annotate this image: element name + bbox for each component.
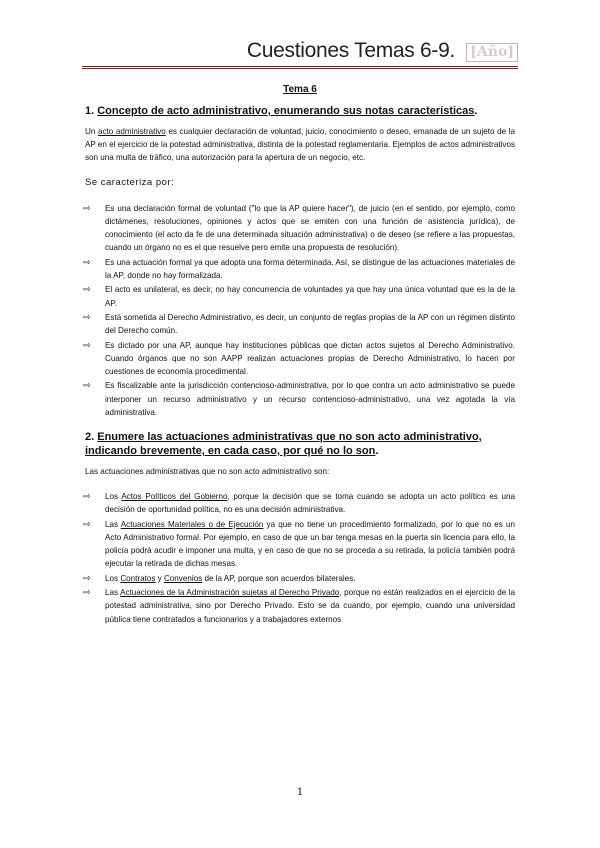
list-item-text: El acto es unilateral, es decir, no hay concurrencia de voluntades ya que hay una única voluntad que es la de la AP. [105,285,515,308]
characteristics-list [85,202,515,419]
list-item [83,256,515,282]
list-item-text: Es una actuación formal ya que adopta una forma determinada. Así, se distingue de las actuaciones materiales de la AP, donde no hay formalizada. [105,257,515,281]
header-title: Cuestiones Temas 6-9. [246,39,455,62]
page-number: 1 [296,787,304,798]
arrow-bullet-icon: ⇨ [83,339,91,350]
definition-term: acto administrativo [97,127,166,136]
list-item-term: Actos Políticos del Gobierno [121,492,228,502]
arrow-bullet-icon: ⇨ [83,256,91,267]
arrow-bullet-icon: ⇨ [83,518,91,529]
question-2-suffix: . [375,445,379,457]
list-item [83,490,515,516]
definition-paragraph [85,125,515,165]
list-item-text: , porque no están realizados en el ejercicio de la potestad administrativa, sino por Derecho Privado. Esto se da cuando, por ejemplo, cuando una universidad pública tiene contratados a funcionarios y a trabajadores externos [105,588,515,624]
list-item-joiner: y [155,573,164,583]
list-item-text: Está sometida al Derecho Administrativo, es decir, un conjunto de reglas propias de la AP con un régimen distinto del Derecho común. [105,313,515,336]
list-item-text: de la AP, porque son acuerdos bilaterales. [202,573,356,583]
list-item-term: Convenios [163,573,203,583]
arrow-bullet-icon: ⇨ [83,284,91,295]
list-item [83,572,515,585]
tema-heading: Tema 6 [283,84,317,95]
question-2-intro: Las actuaciones administrativas que no son acto administrativo son: [85,467,330,476]
definition-text: es cualquier declaración de voluntad, juicio, conocimiento o deseo, emanada de un sujeto de la AP en el ejercicio de la potestad administrativa, distinta de la potestad reglamentaria. Ejemplos de actos administrativos son una multa de tráfico, una autorización para la apertura de un negocio, etc. [85,127,515,163]
question-2-title: Enumere las actuaciones administrativas que no son acto administrativo, indicando brevemente, en cada caso, por qué no lo son [85,431,482,457]
list-item-text: Es dictado por una AP, aunque hay instituciones públicas que dictan actos sujetos al Derecho Administrativo. Cuando órganos que no son AAPP realizan actuaciones propias de Derecho Administrativo, lo hacen por cuestiones de economía procedimental. [105,340,515,376]
arrow-bullet-icon: ⇨ [83,491,91,502]
list-item-term: Actuaciones Materiales o de Ejecución [120,519,264,529]
list-item-term: Contratos [120,573,156,583]
list-item-prefix: Los [105,573,121,583]
definition-prefix: Un [85,127,98,136]
arrow-bullet-icon: ⇨ [83,202,91,213]
question-1-number: 1. [85,105,98,117]
list-item [83,283,515,309]
caracteriza-label: Se caracteriza por: [85,176,175,188]
list-item-term: Actuaciones de la Administración sujetas al Derecho Privado [120,588,340,598]
list-item-text: Es una declaración formal de voluntad ("lo que la AP quiere hacer"), de juicio (en el sentido, por ejemplo, como dictámenes, resoluciones, opiniones y actos que se emiten con una función de asistencia jurídica), de conocimiento (el acto da fe de una determinada situación administrativa) o de deseo (se refiere a las propuestas, cuando un órgano no es el que resuelve pero emite una propuesta de resolución). [105,203,515,253]
list-item-prefix: Las [105,519,121,529]
list-item-text: , porque la decisión que se toma cuando se adopta un acto político es una decisión de oportunidad política, no es una decisión administrativa. [105,492,515,515]
list-item-prefix: Las [105,588,121,598]
arrow-bullet-icon: ⇨ [83,380,91,391]
year-badge: [Año] [466,43,518,62]
document-body [85,84,515,637]
question-1-suffix: . [474,105,478,117]
arrow-bullet-icon: ⇨ [83,587,91,598]
list-item-text: ya que no tiene un procedimiento formalizado, por lo que no es un Acto Administrativo formal. Por ejemplo, en caso de que un bar tenga mesas en la puerta sin licencia para ello, la policía podrá acudir e imponer una multa, y en caso de que no se proceda a su retirada, la policía también podrá ejecutar la retirada de dichas mesas. [105,519,515,569]
question-2-number: 2. [85,431,98,443]
question-1-title: Concepto de acto administrativo, enumerando sus notas características [97,105,475,117]
question-2-heading [85,430,515,458]
non-acts-list [85,490,515,626]
page-header [82,40,518,69]
list-item [83,339,515,379]
list-item [83,379,515,419]
arrow-bullet-icon: ⇨ [83,312,91,322]
list-item-text: Es fiscalizable ante la jurisdicción contencioso-administrativa, por lo que contra un acto administrativo se puede interponer un recurso administrativo y un recurso contencioso-administrativo, una vez agotada la vía administrativa. [105,381,515,417]
list-item [83,518,515,571]
arrow-bullet-icon: ⇨ [83,572,91,583]
list-item-prefix: Los [105,492,122,502]
question-1-heading [85,104,515,118]
list-item [83,311,515,337]
list-item [83,586,515,626]
list-item [83,202,515,255]
